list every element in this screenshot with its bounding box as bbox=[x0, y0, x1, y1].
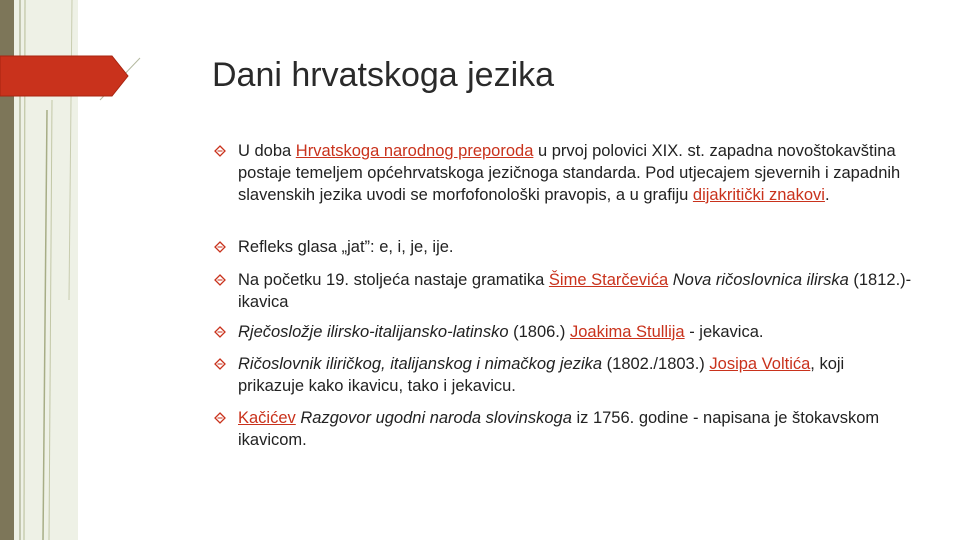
link-joakima-stullija[interactable]: Joakima Stullija bbox=[569, 323, 685, 341]
bullet-text: (1806.) bbox=[508, 323, 570, 341]
diamond-outline-icon bbox=[214, 326, 226, 338]
bullet-text: - jekavica. bbox=[684, 323, 764, 341]
bullet-text: Refleks glasa „jat”: e, i, je, ije. bbox=[238, 238, 454, 256]
bullet-item-6 bbox=[214, 407, 914, 451]
link-josipa-voltica[interactable]: Josipa Voltića bbox=[709, 355, 811, 373]
bullet-text: Na početku 19. stoljeća nastaje gramatika bbox=[238, 271, 549, 289]
bullet-item-3 bbox=[214, 269, 914, 313]
accent-tab bbox=[0, 54, 130, 98]
diamond-outline-icon bbox=[214, 358, 226, 370]
bullet-item-2 bbox=[214, 236, 454, 258]
diamond-outline-icon bbox=[214, 412, 226, 424]
link-dijakriticki-znakovi[interactable]: dijakritički znakovi bbox=[692, 186, 825, 204]
diamond-outline-icon bbox=[214, 145, 226, 157]
bullet-text: U doba bbox=[238, 142, 296, 160]
slide-title: Dani hrvatskoga jezika bbox=[212, 56, 555, 94]
bullet-text: , koji prikazuje kako ikavicu, tako i jekavicu. bbox=[238, 355, 845, 395]
bullet-text: (1812.)- ikavica bbox=[238, 271, 912, 311]
bullet-item-1 bbox=[214, 140, 914, 206]
book-title: Nova ričoslovnica ilirska bbox=[668, 271, 849, 289]
book-title: Ričoslovnik iliričkog, italijanskog i nimačkog jezika bbox=[238, 355, 603, 373]
bullet-item-4 bbox=[214, 321, 763, 343]
book-title: Razgovor ugodni naroda slovinskoga bbox=[295, 409, 572, 427]
link-hrvatski-narodni-preporod[interactable]: Hrvatskoga narodnog preporoda bbox=[295, 142, 534, 160]
bullet-text: u prvoj polovici XIX. st. zapadna novoštokavština postaje temeljem općehrvatskoga jezičnoga standarda. Pod utjecajem sjevernih i zapadnih slavenskih jezika uvodi se morfofonološki pravopis, a u grafiju bbox=[238, 142, 901, 204]
diamond-outline-icon bbox=[214, 274, 226, 286]
link-kacicev[interactable]: Kačićev bbox=[238, 409, 296, 427]
bullet-item-5 bbox=[214, 353, 914, 397]
link-sime-starcevica[interactable]: Šime Starčevića bbox=[548, 271, 669, 289]
bullet-text: . bbox=[824, 186, 830, 204]
book-title: Rječosložje ilirsko-italijansko-latinsko bbox=[238, 323, 509, 341]
bullet-text: iz 1756. godine - napisana je štokavskom ikavicom. bbox=[238, 409, 880, 449]
bullet-text: (1802./1803.) bbox=[602, 355, 710, 373]
diamond-outline-icon bbox=[214, 241, 226, 253]
